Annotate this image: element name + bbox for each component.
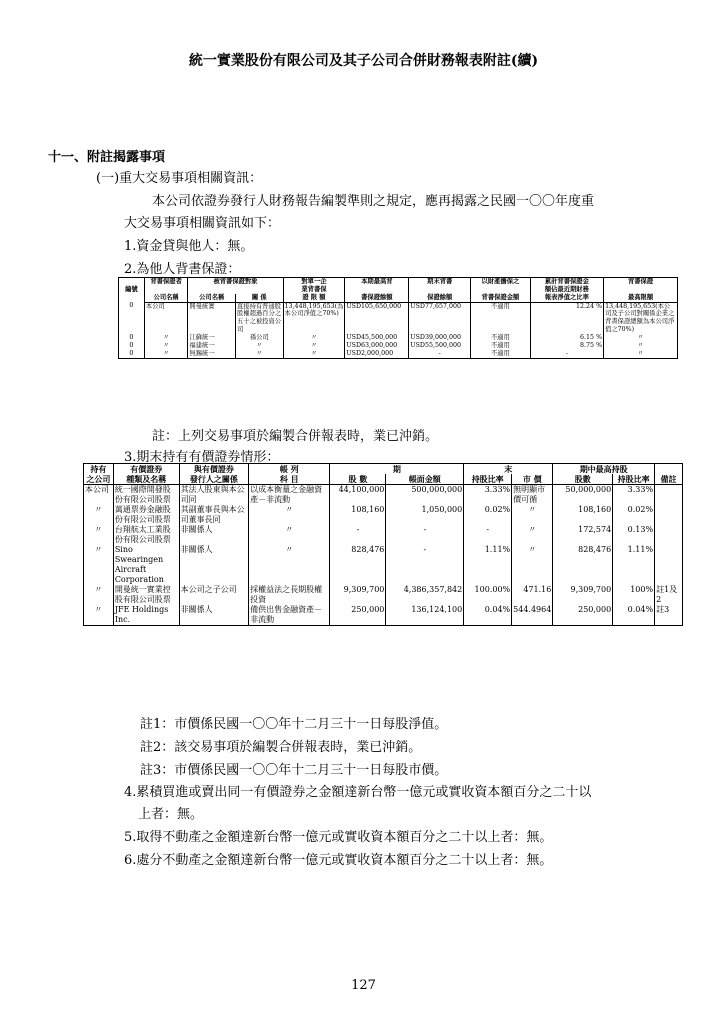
- col-header: 種類及名稱: [113, 474, 179, 485]
- cell: 172,574: [553, 525, 613, 545]
- cell: 3.33%: [464, 485, 512, 506]
- col-header: 期中最高持股: [553, 464, 655, 475]
- cell: -: [530, 350, 603, 358]
- cell: 0.13%: [613, 525, 655, 545]
- cell: 不適用: [471, 350, 530, 358]
- cell: Sino Swearingen Aircraft Corporation: [113, 545, 179, 585]
- cell: 採權益法之長期股權投資: [249, 585, 330, 605]
- cell: 〃: [604, 350, 678, 358]
- col-header: 期末背書: [409, 278, 471, 294]
- cell: 〃: [283, 342, 345, 350]
- col-header: 關 係: [235, 294, 283, 302]
- cell: 0.04%: [464, 605, 512, 626]
- cell: 江蘇統一: [188, 334, 236, 342]
- col-header: 背書保證者: [144, 278, 188, 294]
- cell: 0.04%: [613, 605, 655, 626]
- cell: 非關係人: [179, 525, 248, 545]
- cell: 471.16: [512, 585, 553, 605]
- cell: 0.02%: [613, 505, 655, 525]
- cell: USD55,500,000: [409, 342, 471, 350]
- col-header: 有價證券: [113, 464, 179, 475]
- col-header: 之公司: [84, 474, 114, 485]
- cell: -: [386, 525, 464, 545]
- cell: 直接持有普通股股權超過百分之五十之被投資公司: [236, 302, 282, 334]
- cell: 544.4964: [512, 605, 553, 626]
- col-header: 公司名稱: [188, 294, 236, 302]
- cell: 4,386,357,842: [386, 585, 464, 605]
- cell: USD39,000,000: [409, 334, 471, 342]
- cell: 6.15 %: [530, 334, 603, 342]
- col-header: 編號: [119, 278, 145, 303]
- col-header: 最高限額: [604, 294, 678, 302]
- table-row: [84, 545, 683, 585]
- cell: 9,309,700: [330, 585, 386, 605]
- cell: [655, 545, 683, 585]
- cell: 0: [119, 334, 145, 342]
- col-header: 帳面金額: [386, 474, 464, 485]
- col-header: 持有: [84, 464, 114, 475]
- cell: -: [464, 525, 512, 545]
- table-row: [119, 334, 678, 342]
- cell: 250,000: [330, 605, 386, 626]
- col-header: 備註: [655, 474, 683, 485]
- cell: 無錫統一: [188, 350, 236, 358]
- cell: 0: [119, 302, 145, 334]
- cell: 828,476: [330, 545, 386, 585]
- cell: 108,160: [553, 505, 613, 525]
- cell: 孫公司: [235, 334, 283, 342]
- col-header: 背書保證金額: [471, 294, 530, 302]
- cell: [655, 485, 683, 506]
- item-loans: 1.資金貸與他人：無。: [124, 239, 254, 254]
- cell: 136,124,100: [386, 605, 464, 626]
- securities-table: [83, 463, 683, 626]
- table-row: [84, 485, 683, 506]
- cell: JFE Holdings Inc.: [113, 605, 179, 626]
- section-heading: 十一、附註揭露事項: [48, 150, 166, 165]
- footnote-3: 註3：市價係民國一〇〇年十二月三十一日每股市價。: [140, 763, 448, 778]
- item-securities: 3.期末持有有價證券情形：: [124, 450, 280, 465]
- table-note: 註：上列交易事項於編製合併報表時，業已沖銷。: [152, 429, 439, 444]
- cell: 開曼統一實業控股有限公司股票: [113, 585, 179, 605]
- col-header: 股數: [553, 474, 613, 485]
- item-cumulative-trades-cont: 上者：無。: [138, 807, 204, 822]
- cell: 〃: [512, 545, 553, 585]
- cell: 其法人股東與本公司同: [179, 485, 248, 506]
- cell: 108,160: [330, 505, 386, 525]
- cell: -: [386, 545, 464, 585]
- cell: 1,050,000: [386, 505, 464, 525]
- col-header: 市 價: [512, 474, 553, 485]
- paragraph-line: 大交易事項相關資訊如下：: [124, 216, 281, 231]
- cell: 〃: [84, 605, 114, 626]
- col-header: 持股比率: [464, 474, 512, 485]
- item-guarantees: 2.為他人背書保證：: [124, 262, 241, 277]
- cell: 9,309,700: [553, 585, 613, 605]
- cell: 〃: [84, 585, 114, 605]
- cell: 44,100,000: [330, 485, 386, 506]
- cell: 不適用: [471, 302, 530, 334]
- col-header: 以財產擔保之: [471, 278, 530, 294]
- cell: USD105,650,000: [345, 302, 409, 334]
- cell: 〃: [512, 525, 553, 545]
- cell: 828,476: [553, 545, 613, 585]
- cell: [655, 505, 683, 525]
- col-header: 本期最高背: [345, 278, 409, 294]
- cell: 〃: [235, 350, 283, 358]
- cell: 8.75 %: [530, 342, 603, 350]
- cell: 100%: [613, 585, 655, 605]
- cell: 〃: [144, 334, 188, 342]
- table-row: [119, 342, 678, 350]
- footnote-1: 註1：市價係民國一〇〇年十二月三十一日每股淨值。: [140, 717, 448, 732]
- cell: 本公司之子公司: [179, 585, 248, 605]
- table-row: [84, 525, 683, 545]
- table-row: [119, 350, 678, 358]
- cell: 不適用: [471, 342, 530, 350]
- col-header: 與有價證券: [179, 464, 248, 475]
- col-header: 被背書保證對象: [188, 278, 283, 294]
- cell: 本公司: [84, 485, 114, 506]
- col-header: 背書保證: [604, 278, 678, 294]
- cell: 註3: [655, 605, 683, 626]
- cell: 〃: [604, 342, 678, 350]
- cell: 〃: [249, 545, 330, 585]
- col-header: 累計背書保證金 額佔最近期財務: [530, 278, 603, 294]
- cell: 〃: [144, 350, 188, 358]
- col-header: 帳 列: [249, 464, 330, 475]
- cell: 〃: [84, 545, 114, 585]
- cell: 非關係人: [179, 545, 248, 585]
- col-header: 股 數: [330, 474, 386, 485]
- cell: 無明顯市價可循: [512, 485, 553, 506]
- cell: 500,000,000: [386, 485, 464, 506]
- cell: 250,000: [553, 605, 613, 626]
- cell: 1.11%: [464, 545, 512, 585]
- cell: 〃: [249, 525, 330, 545]
- col-header: 保證餘額: [409, 294, 471, 302]
- col-header: 報表淨值之比率: [530, 294, 603, 302]
- cell: 13,448,195,653(為本公司淨值之70%): [283, 302, 345, 334]
- col-header: 對單一企 業背書保: [283, 278, 345, 294]
- footnote-2: 註2：該交易事項於編製合併報表時，業已沖銷。: [140, 740, 422, 755]
- cell: 備供出售金融資產－非流動: [249, 605, 330, 626]
- cell: 〃: [84, 525, 114, 545]
- cell: 0: [119, 342, 145, 350]
- page-number: 127: [351, 978, 376, 993]
- cell: -: [409, 350, 471, 358]
- col-header: 末: [464, 464, 553, 475]
- cell: 0: [119, 350, 145, 358]
- cell: 〃: [512, 505, 553, 525]
- cell: 台翔航太工業股份有限公司股票: [113, 525, 179, 545]
- cell: 〃: [144, 342, 188, 350]
- cell: [655, 525, 683, 545]
- cell: 12.24 %: [530, 302, 603, 334]
- cell: 其副董事長與本公司董事長同: [179, 505, 248, 525]
- cell: 非關係人: [179, 605, 248, 626]
- col-header: 發行人之關係: [179, 474, 248, 485]
- cell: -: [330, 525, 386, 545]
- table-row: [119, 302, 678, 334]
- col-header: 持股比率: [613, 474, 655, 485]
- cell: 50,000,000: [553, 485, 613, 506]
- cell: 統一國際開發股份有限公司股票: [113, 485, 179, 506]
- cell: USD2,000,000: [345, 350, 409, 358]
- cell: 開曼統實: [188, 302, 236, 334]
- table-row: [84, 605, 683, 626]
- cell: 13,448,195,653(本公司及子公司對關係企業之背書保證總額為本公司淨值之70%): [604, 302, 678, 334]
- cell: 〃: [604, 334, 678, 342]
- cell: 〃: [84, 505, 114, 525]
- table-row: [84, 505, 683, 525]
- item-cumulative-trades: 4.累積買進或賣出同一有價證券之金額達新台幣一億元或實收資本額百分之二十以: [124, 785, 592, 800]
- cell: 〃: [249, 505, 330, 525]
- item-property-acquisition: 5.取得不動產之金額達新台幣一億元或實收資本額百分之二十以上者：無。: [124, 830, 553, 845]
- paragraph-line: 本公司依證券發行人財務報告編製準則之規定，應再揭露之民國一〇〇年度重: [152, 194, 595, 209]
- cell: USD45,500,000: [345, 334, 409, 342]
- cell: 以成本衡量之金融資產－非流動: [249, 485, 330, 506]
- subsection-heading: (一)重大交易事項相關資訊：: [96, 171, 263, 186]
- guarantee-table: [118, 277, 678, 359]
- cell: 萬通票券金融股份有限公司股票: [113, 505, 179, 525]
- cell: 註1及2: [655, 585, 683, 605]
- cell: 100.00%: [464, 585, 512, 605]
- cell: 3.33%: [613, 485, 655, 506]
- cell: USD63,000,000: [345, 342, 409, 350]
- col-header: 證 限 額: [283, 294, 345, 302]
- page-title: 統一實業股份有限公司及其子公司合併財務報表附註(續): [188, 53, 539, 69]
- cell: 〃: [283, 350, 345, 358]
- cell: 不適用: [471, 334, 530, 342]
- col-header: 公司名稱: [144, 294, 188, 302]
- col-header: 科 目: [249, 474, 330, 485]
- cell: 〃: [235, 342, 283, 350]
- cell: 〃: [283, 334, 345, 342]
- col-header: 書保證餘額: [345, 294, 409, 302]
- col-header: [655, 464, 683, 475]
- cell: 福建統一: [188, 342, 236, 350]
- cell: 0.02%: [464, 505, 512, 525]
- item-property-disposal: 6.處分不動產之金額達新台幣一億元或實收資本額百分之二十以上者：無。: [124, 853, 553, 868]
- cell: 本公司: [144, 302, 188, 334]
- cell: 1.11%: [613, 545, 655, 585]
- cell: USD77,657,000: [409, 302, 471, 334]
- col-header: 期: [330, 464, 464, 475]
- table-row: [84, 585, 683, 605]
